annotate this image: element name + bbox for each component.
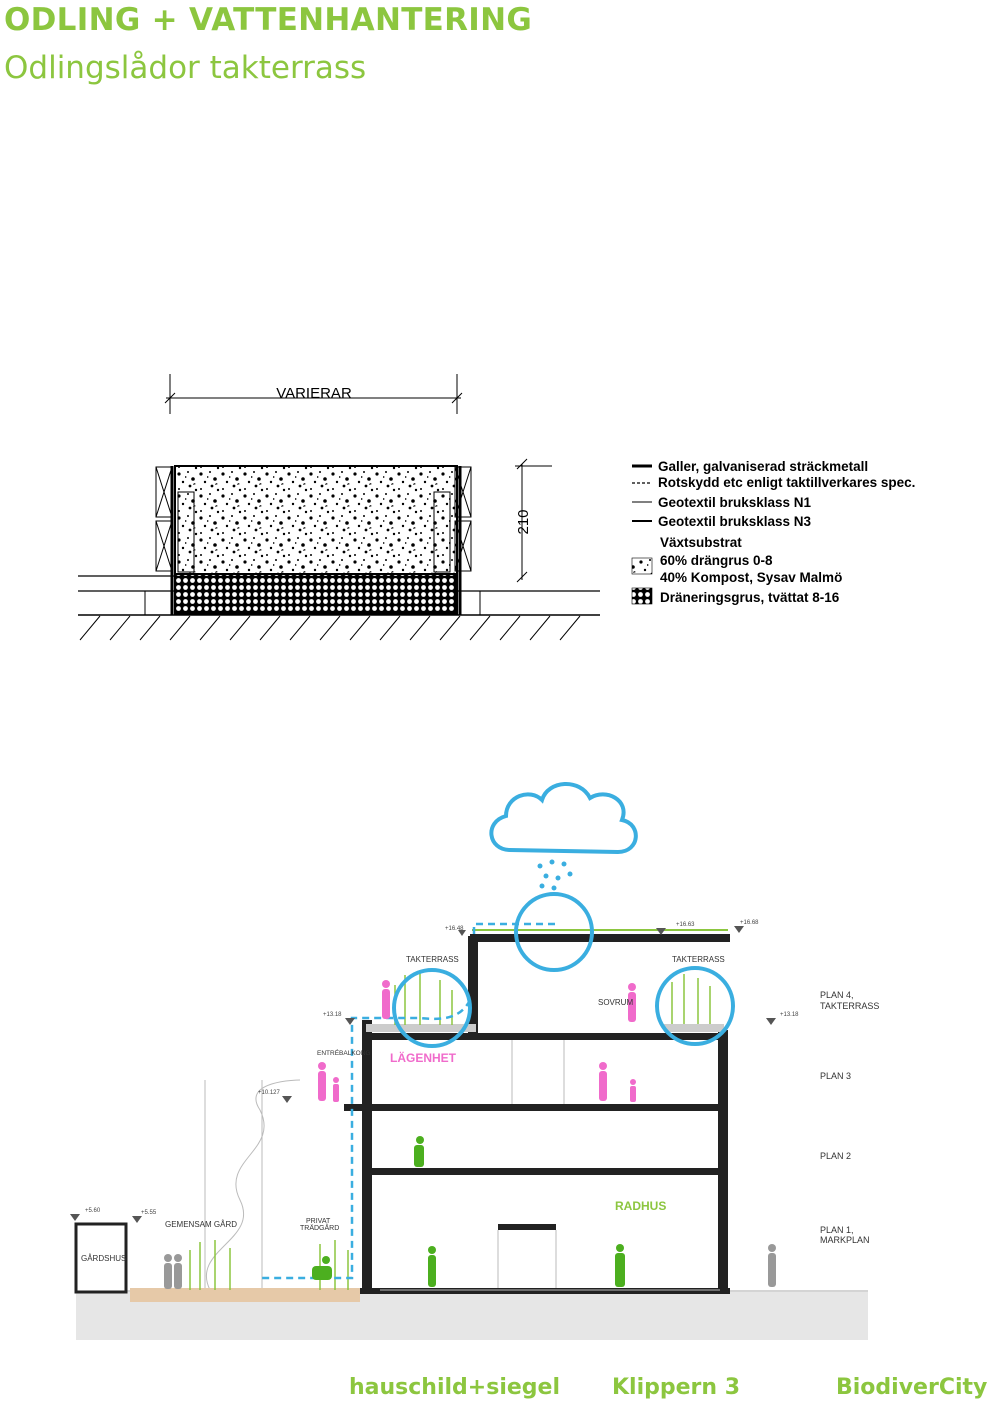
level-label: +16.63 <box>676 922 695 928</box>
apartment-label: LÄGENHET <box>390 1051 456 1065</box>
legend-item: Geotextil bruksklass N3 <box>658 514 812 529</box>
rain-drops <box>538 860 573 891</box>
highlight-circle <box>516 894 592 970</box>
highlight-circle <box>657 968 733 1044</box>
legend-item: Rotskydd etc enligt taktillverkares spec. <box>658 475 916 490</box>
room-label: PRIVAT <box>306 1218 331 1225</box>
plan-label: PLAN 4, <box>820 990 854 1000</box>
room-label: GEMENSAM GÅRD <box>165 1220 238 1229</box>
plan-label: PLAN 2 <box>820 1151 852 1161</box>
level-label: +13.18 <box>323 1012 342 1018</box>
plan-label: PLAN 1, <box>820 1225 854 1235</box>
townhouse-label: RADHUS <box>615 1199 667 1213</box>
level-label: +16.68 <box>740 920 759 926</box>
material-legend <box>632 459 915 605</box>
footer-project-name: Klippern 3 <box>612 1375 741 1400</box>
level-label: +13.18 <box>780 1012 799 1018</box>
plan-label: TAKTERRASS <box>820 1001 880 1011</box>
legend-item: Geotextil bruksklass N1 <box>658 495 812 510</box>
legend-item: Galler, galvaniserad sträckmetall <box>658 459 869 474</box>
room-label: SOVRUM <box>598 998 634 1007</box>
rain-cloud-icon <box>491 784 635 852</box>
level-label: +10.127 <box>258 1090 280 1096</box>
room-label: TRÄDGÅRD <box>300 1225 340 1232</box>
planter-detail-drawing <box>0 360 960 650</box>
page-title: ODLING + VATTENHANTERING <box>4 2 533 38</box>
plan-label: MARKPLAN <box>820 1235 870 1245</box>
building-section-drawing <box>0 770 960 1350</box>
footer-firm-name: hauschild+siegel <box>349 1375 560 1400</box>
room-label: TAKTERRASS <box>672 955 725 964</box>
legend-item: Växtsubstrat <box>660 535 742 550</box>
legend-item: 40% Kompost, Sysav Malmö <box>660 570 843 585</box>
legend-item: 60% drängrus 0-8 <box>660 553 773 568</box>
level-label: +5.60 <box>85 1208 101 1214</box>
width-dimension-label: VARIERAR <box>276 385 352 402</box>
footer-program-name: BiodiverCity <box>836 1375 987 1400</box>
legend-item: Dräneringsgrus, tvättat 8-16 <box>660 590 840 605</box>
room-label: GÅRDSHUS <box>81 1254 127 1263</box>
plan-label: PLAN 3 <box>820 1071 852 1081</box>
page-subtitle: Odlingslådor takterrass <box>4 50 367 86</box>
level-label: +16.48 <box>445 926 464 932</box>
room-label: ENTRÉBALKONG <box>317 1050 371 1057</box>
level-label: +5.55 <box>141 1210 157 1216</box>
room-label: TAKTERRASS <box>406 955 459 964</box>
height-dimension-label: 210 <box>515 509 532 535</box>
